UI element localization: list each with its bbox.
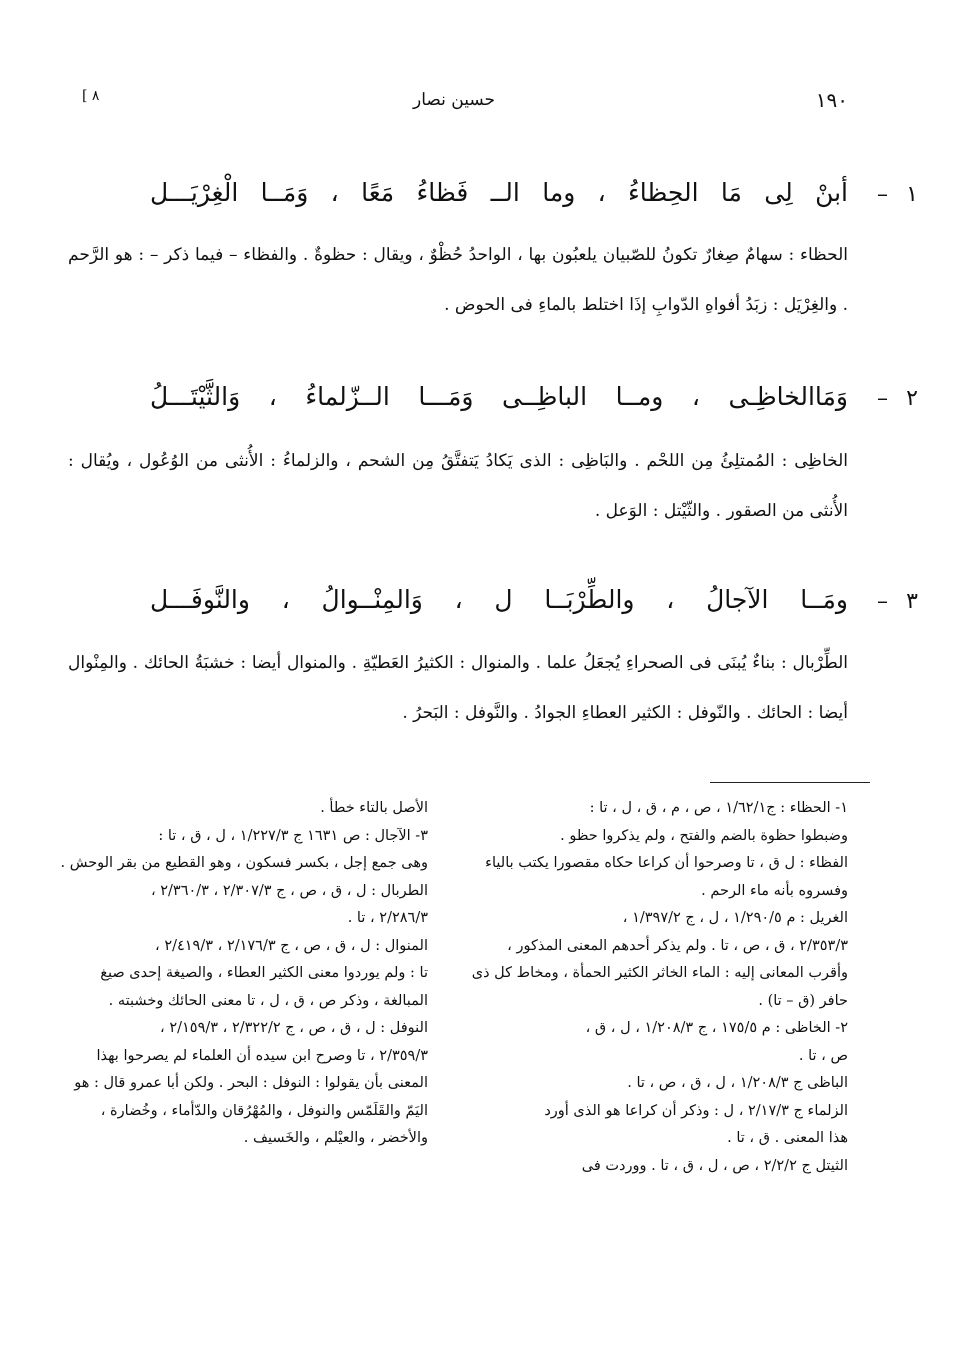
footnote-line: الغريل : م ١/٢٩٠/٥ ، ل ، ج ١/٣٩٧/٢ ، [622,910,848,926]
verse-number: ٣ [906,589,918,614]
verse-dash: – [877,182,888,207]
footnote-line: ٢/٢٨٦/٣ ، تا . [347,910,428,926]
verse-dash: – [877,589,888,614]
verse-number: ٢ [906,386,918,411]
verse-dash: – [877,386,888,411]
footnote-line: المعنى بأن يقولوا : النوفل : البحر . ولكن أبا عمرو قال : هو [74,1075,428,1091]
footnote-line: ٢/٣٥٩/٣ ، تا وصرح ابن سيده أن العلماء لم يصرحوا بهذا [96,1047,428,1064]
footnote-line: الزلماء ج ٢/١٧/٣ ، ل : وذكر أن كراعا هو الذى أورد [544,1102,848,1119]
footnote-line: اليَمّ والقَلَمّس والنوفل ، والمُهْرُقان والدّأماء ، وخُضارة ، [100,1102,428,1119]
footnote-line: الأصل بالتاء خطأ . [320,800,428,816]
section-marker: [ ٨ [82,88,100,104]
footnote-line: ١- الحظاء : ج١/٦٢/١ ، ص ، م ، ق ، ل ، تا : [589,800,848,816]
footnote-line: ص ، تا . [798,1047,848,1064]
verse-text: أبنْ لِى مَا الحِظاءُ ، وما الــ فَظاءُ مَعًا ، وَمَــا الْغِرْيَـــل [150,178,848,207]
verse-text: وَمَاالخاظِـى ، ومــا الباظِــى وَمَـــا الــزّلماءُ ، وَالثَّيْتَـــلُ [150,382,848,411]
footnote-line: النوفل : ل ، ق ، ص ، ج ٢/٣٢٢/٢ ، ٢/١٥٩/٣ ، [160,1020,428,1036]
footnote-line: ٢/٣٥٣/٣ ، ق ، ص ، تا . ولم يذكر أحدهم المعنى المذكور ، [507,937,848,954]
verse-3-gloss: الطِّرْبال : بناءٌ يُبنَى فى الصحراءِ يُجعَلُ علما . والمنوال : الكثيرُ العَطيّةِ . والمنوال أيضا : خشبَةُ الحائك . والمِنْوال أيضا : الحائك . والنّوفل : الكثير العطاءِ الجوادُ . والنَّوفل : البَحرُ . [68,653,848,723]
footnote-line: وأقرب المعانى إليه : الماء الخاثر الكثير الحمأة ، ومخاط كل ذى [471,965,848,981]
page-header [60,88,848,118]
footnote-line: الفظاء : ل ق ، تا وصرحوا أن كراعا حكاه مقصورا يكتب بالياء [485,855,848,871]
page-number: ١٩٠ [815,88,848,112]
verse-3 [150,585,918,625]
footnotes-left-column [38,795,428,1153]
footnote-line: وهى جمع إجل ، بكسر فسكون ، وهو القطيع من بقر الوحش . [60,855,428,871]
footnote-line: وضبطوا حظوة بالضم والفتح ، ولم يذكروا حظو . [560,827,848,844]
verse-2-gloss: الخاظِى : المُمتلِئُ مِن اللحْم . والبَاظِى : الذى يَكادُ يَتفتَّقُ مِن الشحم ، والزلماءُ : الأُنثى من الوُعُول ، ويُقال : الأُنثى من الصقور . والثّيْتل : الوَعل . [68,451,848,521]
verse-1 [150,178,918,218]
verse-number: ١ [906,182,918,207]
footnote-line: الباظى ج ١/٢٠٨/٣ ، ل ، ق ، ص ، تا . [627,1075,848,1091]
footnote-line: ٣- الآجال : ص ١٦٣١ ج ١/٢٢٧/٣ ، ل ، ق ، تا : [158,827,428,844]
footnote-line: المنوال : ل ، ق ، ص ، ج ٢/١٧٦/٣ ، ٢/٤١٩/٣ ، [155,937,428,954]
verse-2 [150,382,918,422]
running-head-author: حسين نصار [412,90,495,110]
footnote-line: والأخضر ، والعيْلم ، والخَسيف . [243,1130,428,1146]
footnote-line: هذا المعنى . ق ، تا . [727,1130,848,1146]
footnote-line: الثيتل ج ٢/٢/٢ ، ص ، ل ، ق ، تا . ووردت فى [581,1157,848,1174]
verse-1-gloss: الحظاء : سهامٌ صِغارٌ تكونُ للصّبيان يلعبُون بها ، الواحدُ حُظْوٌ ، ويقال : حظوةٌ . والفظاء – فيما ذكر – : هو الرَّحم . والغِرْيَل : زبَدُ أفواهِ الدّوابِ إذَا اختلط بالماءِ فى الحوض . [68,245,848,315]
footnote-line: ٢- الخاظى : م ١٧٥/٥ ، ج ١/٢٠٨/٣ ، ل ، ق ، [585,1020,848,1036]
footnote-separator [710,782,870,783]
footnotes-right-column [463,795,848,1180]
footnote-line: المبالغة ، وذكر ص ، ق ، ل ، تا معنى الحائك وخشبته . [108,992,428,1009]
footnote-line: وفسروه بأنه ماء الرحم . [701,882,848,899]
footnote-line: الطربال : ل ، ق ، ص ، ج ٢/٣٠٧/٣ ، ٢/٣٦٠/٣ ، [150,882,428,899]
verse-text: ومَــا الآجالُ ، والطِّرْبَــا ل ، وَالمِنْــوالُ ، والنَّوفَـــل [150,585,848,614]
footnote-line: تا : ولم يوردوا معنى الكثير العطاء ، والصيغة إحدى صيغ [100,965,428,981]
footnote-line: حافر (ق – تا) . [758,992,848,1009]
